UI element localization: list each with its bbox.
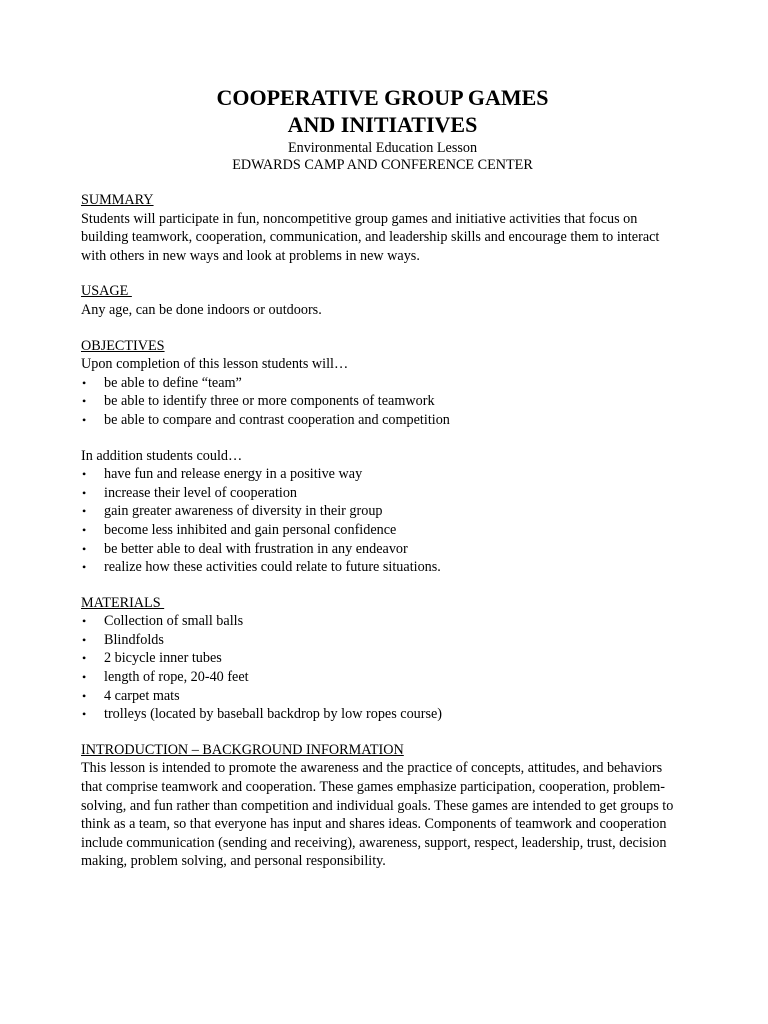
list-item-text: gain greater awareness of diversity in their group xyxy=(104,503,383,520)
list-item xyxy=(81,540,684,559)
list-item-text: trolleys (located by baseball backdrop by low ropes course) xyxy=(104,706,443,723)
list-item-text: increase their level of cooperation xyxy=(104,484,298,501)
introduction-heading: INTRODUCTION – BACKGROUND INFORMATION xyxy=(81,741,404,758)
list-item-text: length of rope, 20-40 feet xyxy=(104,669,249,686)
list-item-text: be able to identify three or more components of teamwork xyxy=(104,393,435,410)
objectives-list xyxy=(81,374,684,430)
bullet-icon: • xyxy=(82,467,87,482)
bullet-icon: • xyxy=(82,560,87,575)
summary-text: Students will participate in fun, noncompetitive group games and initiative activities that focus on building teamwork, cooperation, communication, and leadership skills and encourage them to interact with others in new ways and look at problems in new ways. xyxy=(81,210,660,264)
materials-section xyxy=(81,594,684,724)
list-item-text: Collection of small balls xyxy=(104,613,244,630)
title-line-1: COOPERATIVE GROUP GAMES xyxy=(216,85,549,110)
list-item-text: have fun and release energy in a positive way xyxy=(104,466,363,483)
usage-text: Any age, can be done indoors or outdoors. xyxy=(81,301,322,318)
list-item xyxy=(81,687,684,706)
materials-list xyxy=(81,612,684,724)
bullet-icon: • xyxy=(82,522,87,537)
spacer xyxy=(81,724,684,741)
list-item-text: be better able to deal with frustration in any endeavor xyxy=(104,540,408,557)
list-item xyxy=(81,374,684,393)
title-line-2: AND INITIATIVES xyxy=(287,112,478,137)
summary-heading: SUMMARY xyxy=(81,192,154,208)
document-subtitle xyxy=(81,140,684,174)
bullet-icon: • xyxy=(82,504,87,519)
bullet-icon: • xyxy=(82,614,87,629)
list-item-text: realize how these activities could relate to future situations. xyxy=(104,559,441,576)
list-item xyxy=(81,502,684,521)
bullet-icon: • xyxy=(82,688,87,703)
usage-section xyxy=(81,282,684,319)
list-item-text: be able to compare and contrast cooperation and competition xyxy=(104,411,450,428)
bullet-icon: • xyxy=(82,541,87,556)
list-item-text: 4 carpet mats xyxy=(104,687,180,704)
list-item-text: Blindfolds xyxy=(104,631,164,648)
spacer xyxy=(81,577,684,594)
bullet-icon: • xyxy=(82,632,87,647)
addition-list xyxy=(81,465,684,577)
bullet-icon: • xyxy=(82,651,87,666)
list-item xyxy=(81,392,684,411)
spacer xyxy=(81,174,684,191)
introduction-section xyxy=(81,741,684,871)
list-item xyxy=(81,558,684,577)
objectives-intro: Upon completion of this lesson students will… xyxy=(81,356,349,373)
objectives-heading: OBJECTIVES xyxy=(81,337,165,354)
list-item xyxy=(81,649,684,668)
list-item xyxy=(81,521,684,540)
summary-section xyxy=(81,191,684,265)
introduction-text: This lesson is intended to promote the awareness and the practice of concepts, attitudes, and behaviors that comprise teamwork and cooperation. These games emphasize participation, cooperation, problem-solving, and fun rather than competition and individual goals. These games are intended to get groups to think as a team, so that everyone has input and shares ideas. Components of teamwork and cooperation include communication (sending and receiving), awareness, support, respect, leadership, trust, decision making, problem solving, and personal responsibility. xyxy=(81,760,674,870)
bullet-icon: • xyxy=(82,707,87,722)
list-item xyxy=(81,612,684,631)
list-item xyxy=(81,411,684,430)
subtitle-line-1: Environmental Education Lesson xyxy=(287,140,478,156)
spacer xyxy=(81,430,684,447)
objectives-section xyxy=(81,337,684,577)
materials-heading: MATERIALS xyxy=(81,594,165,611)
bullet-icon: • xyxy=(82,394,87,409)
spacer xyxy=(81,320,684,337)
usage-heading: USAGE xyxy=(81,283,132,300)
list-item xyxy=(81,631,684,650)
list-item-text: become less inhibited and gain personal confidence xyxy=(104,521,397,538)
bullet-icon: • xyxy=(82,485,87,500)
spacer xyxy=(81,265,684,282)
addition-intro: In addition students could… xyxy=(81,447,243,464)
list-item-text: be able to define “team” xyxy=(104,374,242,391)
list-item xyxy=(81,668,684,687)
bullet-icon: • xyxy=(82,375,87,390)
list-item xyxy=(81,484,684,503)
list-item xyxy=(81,705,684,724)
document-title xyxy=(81,84,684,138)
subtitle-line-2: EDWARDS CAMP AND CONFERENCE CENTER xyxy=(232,157,533,173)
list-item-text: 2 bicycle inner tubes xyxy=(104,650,222,667)
bullet-icon: • xyxy=(82,670,87,685)
bullet-icon: • xyxy=(82,412,87,427)
list-item xyxy=(81,465,684,484)
